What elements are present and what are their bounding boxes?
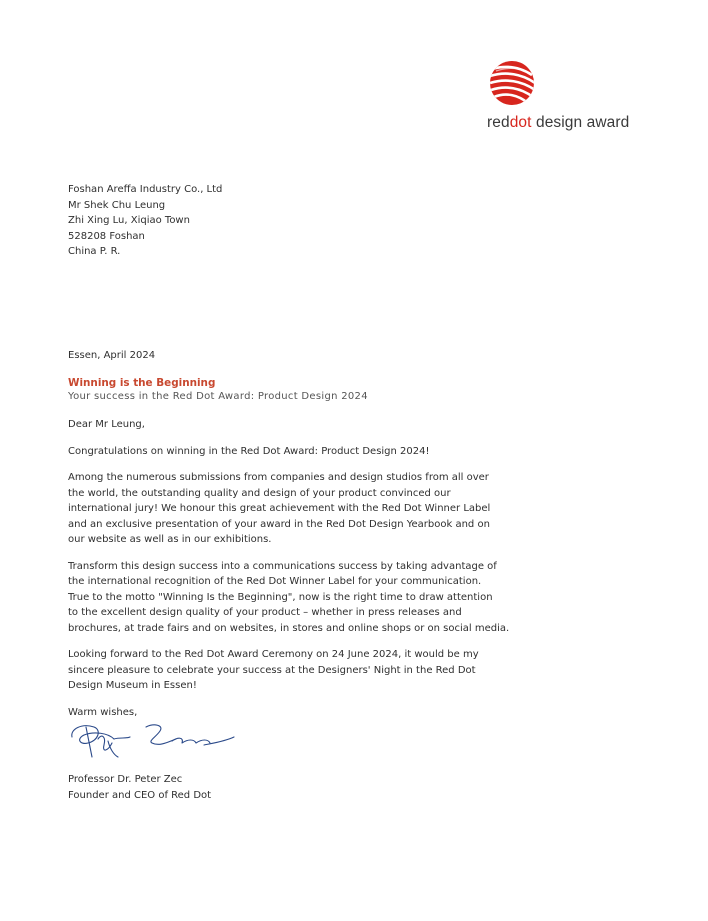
body-line: Design Museum in Essen! <box>68 680 197 691</box>
letter-body <box>68 417 510 731</box>
body-line: Congratulations on winning in the Red Dot Award: Product Design 2024! <box>68 445 430 457</box>
address-line: China P. R. <box>68 246 121 257</box>
paragraph-ceremony <box>68 647 488 694</box>
red-dot-sphere-icon <box>488 59 536 107</box>
logo-wordmark <box>487 114 629 132</box>
paragraph-achievement <box>68 470 491 548</box>
body-line: Among the numerous submissions from companies and design studios from all over <box>68 472 489 483</box>
address-line: 528208 Foshan <box>68 230 145 242</box>
letter-subheading: Your success in the Red Dot Award: Product Design 2024 <box>68 391 368 402</box>
handwritten-signature <box>68 715 248 763</box>
logo-word-red: red <box>487 114 510 131</box>
logo-word-dot: dot <box>509 114 532 131</box>
body-line: to the excellent design quality of your product – whether in press releases and <box>68 607 462 618</box>
paragraph-congratulations <box>68 444 488 460</box>
body-line: Transform this design success into a communications success by taking advantage of <box>68 560 497 572</box>
body-line: the world, the outstanding quality and design of your product convinced our <box>68 487 451 499</box>
address-line: Mr Shek Chu Leung <box>68 199 166 211</box>
letter-heading: Winning is the Beginning <box>68 377 216 389</box>
body-line: international jury! We honour this great achievement with the Red Dot Winner Label <box>68 503 491 514</box>
body-line: True to the motto "Winning Is the Beginning", now is the right time to draw attention <box>68 591 493 603</box>
recipient-address <box>68 182 222 260</box>
letter-date: Essen, April 2024 <box>68 350 156 361</box>
body-line: brochures, at trade fairs and on websites, in stores and online shops or on social media. <box>68 622 510 634</box>
body-line: the international recognition of the Red Dot Winner Label for your communication. <box>68 576 482 587</box>
closing: Warm wishes, <box>68 706 138 718</box>
body-line: our website as well as in our exhibitions. <box>68 534 272 545</box>
signer-name: Professor Dr. Peter Zec <box>68 774 183 785</box>
signer-block <box>68 772 211 803</box>
salutation: Dear Mr Leung, <box>68 419 145 430</box>
body-line: Looking forward to the Red Dot Award Ceremony on 24 June 2024, it would be my <box>68 649 479 660</box>
address-line: Foshan Areffa Industry Co., Ltd <box>68 184 223 195</box>
red-dot-logo <box>487 57 637 137</box>
logo-word-rest: design award <box>531 114 630 131</box>
address-line: Zhi Xing Lu, Xiqiao Town <box>68 215 190 226</box>
body-line: sincere pleasure to celebrate your success at the Designers' Night in the Red Dot <box>68 664 476 676</box>
body-line: and an exclusive presentation of your award in the Red Dot Design Yearbook and on <box>68 518 490 530</box>
signer-title: Founder and CEO of Red Dot <box>68 789 212 801</box>
paragraph-communication <box>68 559 510 637</box>
